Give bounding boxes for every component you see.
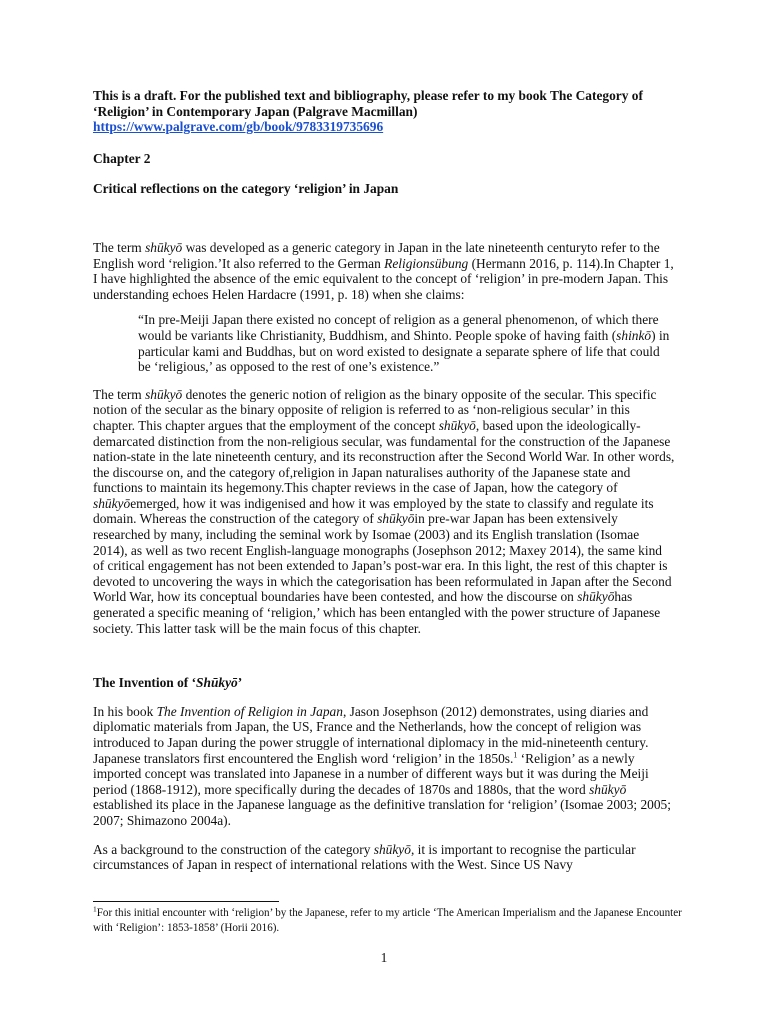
page-number: 1	[380, 950, 388, 965]
paragraph-argument: The term shūkyō denotes the generic notion of religion as the binary opposite of the secular. This specific notion of the secular as the binary opposite of religion is referred to as ‘non-religious secular’ in this chapter. This chapter argues that the employment of the concept shūkyō, based upon the ideologically-demarcated distinction from the non-religious secular, was fundamental for the construction of the Japanese nation-state in the late nineteenth century, and its reconstruction after the Second World War. In other words, the discourse on, and the category of,religion in Japan naturalises authority of the Japanese state and functions to maintain its hegemony.This chapter reviews in the case of Japan, how the category of shūkyōemerged, how it was indigenised and how it was employed by the state to classify and regulate its domain. Whereas the construction of the category of shūkyōin pre-war Japan has been extensively researched by many, including the seminal work by Isomae (2003) and its English translation (Isomae 2014), as well as two recent English-language monographs (Josephson 2012; Maxey 2014), the same kind of critical engagement has not been extended to Japan’s post-war era. In this light, the rest of this chapter is devoted to uncovering the ways in which the categorisation has been reformulated in Japan after the Second World War, how its conceptual boundaries have been contested, and how the discourse on shūkyōhas generated a specific meaning of ‘religion,’ which has been entangled with the power structure of Japanese society. This latter task will be the main focus of this chapter.	[93, 386, 675, 636]
footnote-ref[interactable]: 1	[513, 750, 518, 760]
paragraph-josephson: In his book The Invention of Religion in Japan, Jason Josephson (2012) demonstrates, using diaries and diplomatic materials from Japan, the US, France and the Netherlands, how the concept of religion was introduced to Japan during the power struggle of international diplomacy in the mid-nineteenth century. Japanese translators first encountered the English word ‘religion’ in the 1850s.$^1$ ‘Religion’ as a newly imported concept was translated into Japanese in a number of different ways but it was during the Meiji period (1868-1912), more specifically during the decades of 1870s and 1880s, that the word shūkyō established its place in the Japanese language as the definitive translation for ‘religion’ (Isomae 2003; 2005; 2007; Shimazono 2004a).	[93, 703, 671, 828]
footnote-divider	[93, 901, 279, 902]
section-heading: The Invention of ‘Shūkyō’	[93, 675, 243, 691]
page-content	[93, 88, 675, 873]
footnote	[93, 906, 683, 935]
draft-notice-text: This is a draft. For the published text and bibliography, please refer to my book The Category of ‘Religion’ in Contemporary Japan (Palgrave Macmillan)	[93, 88, 643, 119]
footnote-text: For this initial encounter with ‘religion’ by the Japanese, refer to my article ‘The American Imperialism and the Japanese Encounter with ‘Religion’: 1853-1858’ (Horii 2016).	[93, 907, 682, 934]
paragraph-background: As a background to the construction of the category shūkyō, it is important to recognise the particular circumstances of Japan in respect of international relations with the West. Since US Navy	[93, 841, 636, 873]
chapter-title: Critical reflections on the category ‘religion’ in Japan	[93, 181, 399, 197]
hardacre-quote: “In pre-Meiji Japan there existed no concept of religion as a general phenomenon, of which there would be variants like Christianity, Buddhism, and Shinto. People spoke of having faith (shinkō) in particular kami and Buddhas, but on word existed to designate a separate sphere of life that could be ‘religious,’ as opposed to the rest of one’s existence.”	[138, 312, 670, 375]
palgrave-link[interactable]: https://www.palgrave.com/gb/book/9783319735696	[93, 119, 384, 135]
footnote-number: 1	[93, 904, 97, 914]
chapter-label: Chapter 2	[93, 150, 151, 166]
paragraph-intro: The term shūkyō was developed as a generic category in Japan in the late nineteenth centuryto refer to the English word ‘religion.’It also referred to the German Religionsübung (Hermann 2016, p. 114).In Chapter 1, I have highlighted the absence of the emic equivalent to the concept of ‘religion’ in pre-modern Japan. This understanding echoes Helen Hardacre (1991, p. 18) when she claims:	[93, 239, 674, 302]
draft-notice	[93, 88, 675, 135]
